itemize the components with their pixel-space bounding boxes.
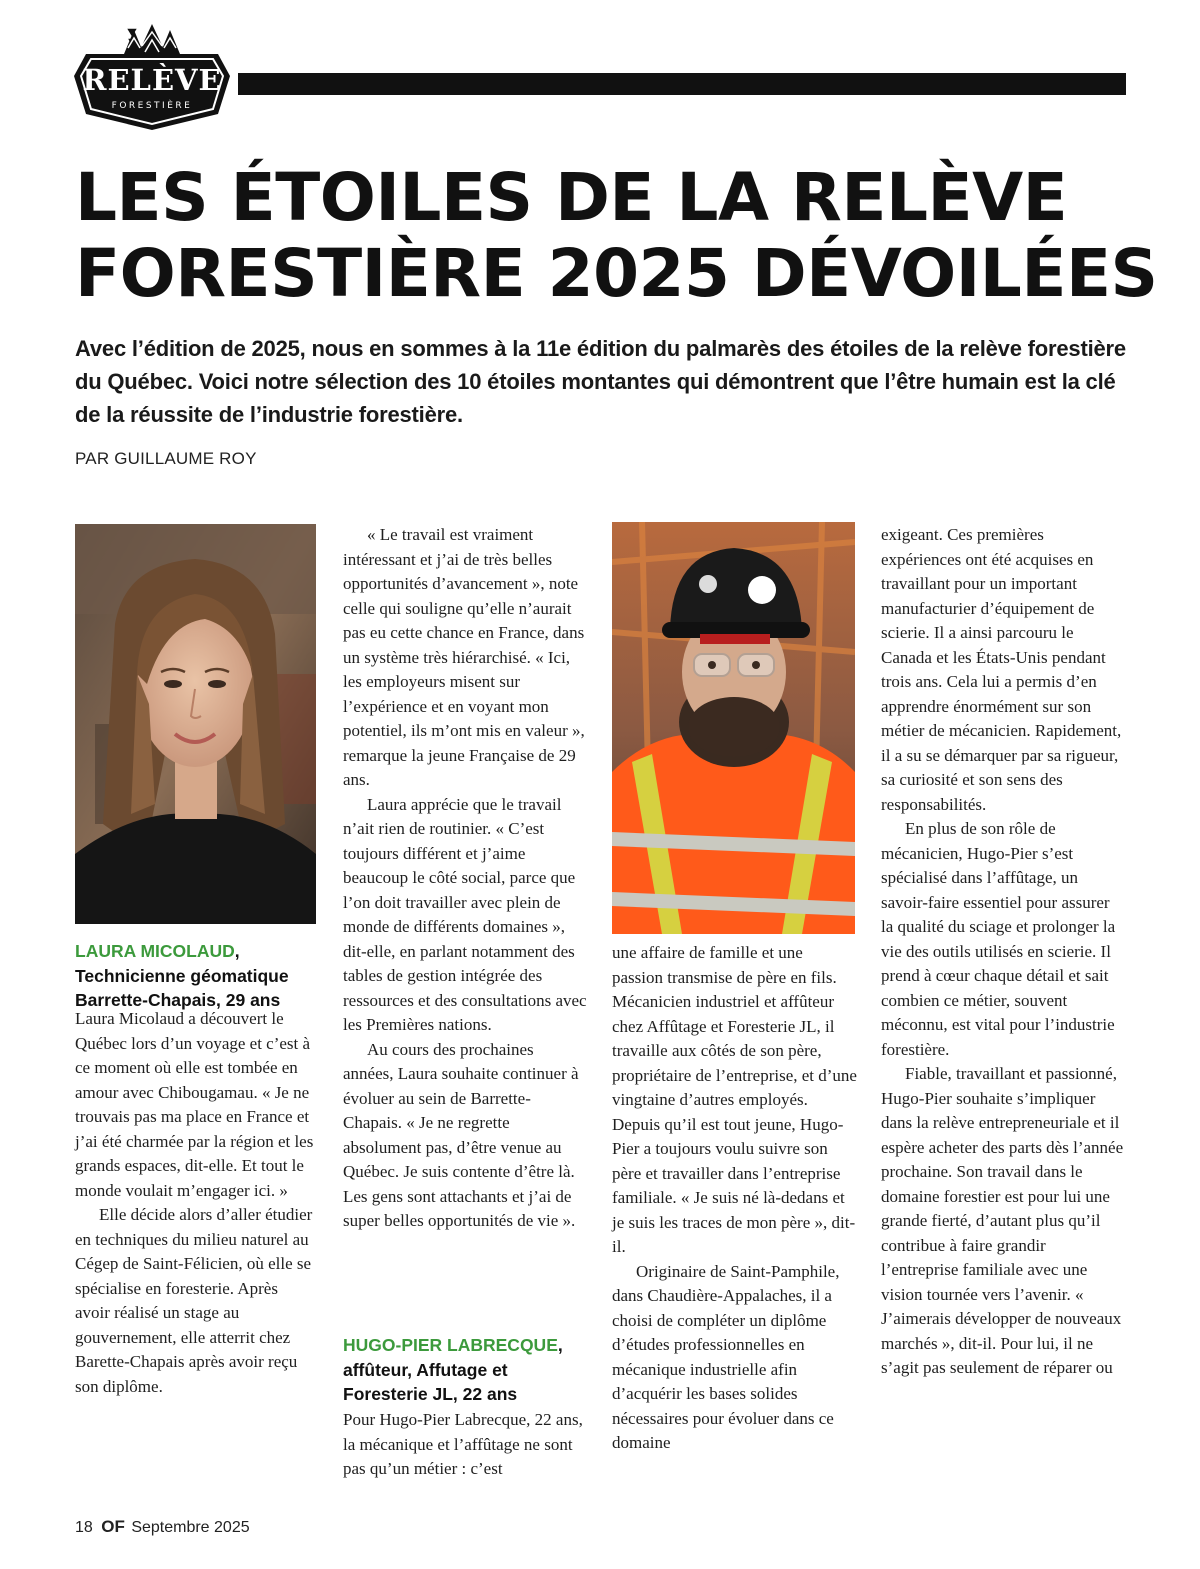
page-title — [75, 159, 1158, 312]
photo-laura-micolaud — [75, 524, 316, 924]
person2-place: Foresterie JL, 22 ans — [343, 1384, 518, 1404]
intro-paragraph: Avec l’édition de 2025, nous en sommes à la 11e édition du palmarès des étoiles de la relève forestière du Québec. Voici notre sélection des 10 étoiles montantes qui démontrent que l’être humain est la clé de la réussite de l’industrie forestière. — [75, 336, 1126, 427]
col2-paragraph-4: Pour Hugo-Pier Labrecque, 22 ans, la mécanique et l’affûtage ne sont pas qu’un métier : c’est — [343, 1410, 583, 1478]
column-1 — [75, 1007, 317, 1399]
col2-paragraph-1: « Le travail est vraiment intéressant et j’ai de très belles opportunités d’avancement », note celle qui souligne qu’elle n’aurait pas eu cette chance en France, dans un système très hiérarchisé. « Ici, les employeurs misent sur l’expérience et en voyant mon potentiel, ils m’ont mis en valeur », remarque la jeune Française de 29 ans. — [343, 525, 585, 789]
col4-paragraph-2: En plus de son rôle de mécanicien, Hugo-Pier s’est spécialisé dans l’affûtage, un savoir-faire essentiel pour assurer la qualité du sciage et prolonger la vie des outils utilisés en scierie. Il prend à cœur chaque détail et sait combien ce métier, souvent méconnu, est vital pour l’industrie forestière. — [881, 819, 1116, 1059]
col2-paragraph-2: Laura apprécie que le travail n’ait rien de routinier. « C’est toujours différent et j’aime beaucoup le côté social, parce que l’on doit travailler avec plein de monde de différents domaines », dit-elle, en parlant notamment des tables de gestion intégrée des ressources et des consultations avec les Premières nations. — [343, 794, 587, 1034]
person2-heading — [343, 1333, 603, 1407]
person2-role: affûteur, Affutage et — [343, 1359, 508, 1380]
title-line-1: LES ÉTOILES DE LA RELÈVE — [75, 159, 1068, 236]
column-3 — [612, 941, 857, 1456]
logo-sub-text: FORESTIÈRE — [111, 101, 193, 111]
person2-name-suffix: , — [557, 1335, 563, 1355]
person1-place: Barrette-Chapais, 29 ans — [75, 990, 281, 1010]
person1-role: Technicienne géomatique — [75, 965, 289, 986]
col2-paragraph-3: Au cours des prochaines années, Laura souhaite continuer à évoluer au sein de Barrette-Chapais. « Je ne regrette absolument pas, d’être venue au Québec. Je suis contente d’être là. Les gens sont attachants et j’ai de super belles opportunités de vie ». — [343, 1039, 579, 1230]
col1-paragraph-2: Elle décide alors d’aller étudier en techniques du milieu naturel au Cégep de Saint-Félicien, où elle se spécialise en foresterie. Après avoir réalisé un stage au gouvernement, elle atterrit chez Barette-Chapais après avoir reçu son diplôme. — [75, 1205, 313, 1396]
column-2 — [343, 523, 588, 1234]
person2-name: HUGO-PIER LABRECQUE — [343, 1335, 558, 1355]
col1-paragraph-1: Laura Micolaud a découvert le Québec lors d’un voyage et c’est à ce moment où elle est tombée en amour avec Chibougamau. « Je ne trouvais pas ma place en France et j’ai été charmée par la région et les grands espaces, dit-elle. Et tout le monde voulait m’engager ici. » — [75, 1009, 314, 1200]
page-number: 18 — [75, 1519, 93, 1536]
col4-paragraph-1: exigeant. Ces premières expériences ont été acquises en travaillant pour un important manufacturier d’équipement de scierie. Il a ainsi parcouru le Canada et les États-Unis pendant trois ans. Cela lui a permis d’en apprendre énormément sur son métier de mécanicien. Rapidement, il a su se démarquer par sa rigueur, sa curiosité et son sens des responsabilités. — [881, 525, 1122, 814]
col3-paragraph-1: une affaire de famille et une passion transmise de père en fils. Mécanicien industriel et affûteur chez Affûtage et Foresterie JL, il travaille aux côtés de son père, propriétaire de l’entreprise, et d’une vingtaine d’autres employés. Depuis qu’il est tout jeune, Hugo-Pier a toujours voulu suivre son père et travailler dans l’entreprise familiale. « Je suis né là-dedans et je suis les traces de mon père », dit-il. — [612, 943, 857, 1256]
title-line-2: FORESTIÈRE 2025 DÉVOILÉES — [75, 235, 1158, 312]
magazine-name: OF — [101, 1517, 125, 1536]
issue-date: Septembre 2025 — [131, 1519, 250, 1536]
byline: PAR GUILLAUME ROY — [75, 449, 257, 468]
logo-main-text: RELÈVE — [82, 63, 222, 97]
person1-heading — [75, 939, 325, 1013]
page-footer — [75, 1517, 250, 1537]
col4-paragraph-3: Fiable, travaillant et passionné, Hugo-Pier souhaite s’impliquer dans la relève entrepreneuriale et il espère acheter des parts dès l’année prochaine. Son travail dans le domaine forestier est pour lui une grande fierté, d’autant plus qu’il contribue à faire grandir l’entreprise familiale avec une vision tournée vers l’avenir. « J’aimerais développer de nouveaux marchés », dit-il. Pour lui, il ne s’agit pas seulement de réparer ou — [881, 1064, 1124, 1377]
column-4 — [881, 523, 1126, 1381]
header-bar — [238, 73, 1126, 95]
releve-forestiere-logo — [72, 24, 232, 134]
col3-paragraph-2: Originaire de Saint-Pamphile, dans Chaudière-Appalaches, il a choisi de compléter un diplôme d’études professionnelles en mécanique industrielle afin d’acquérir les bases solides nécessaires pour évoluer dans ce domaine — [612, 1261, 840, 1452]
photo-hugo-pier-labrecque — [612, 522, 855, 934]
person1-name-suffix: , — [234, 941, 240, 961]
person1-name: LAURA MICOLAUD — [75, 941, 235, 961]
